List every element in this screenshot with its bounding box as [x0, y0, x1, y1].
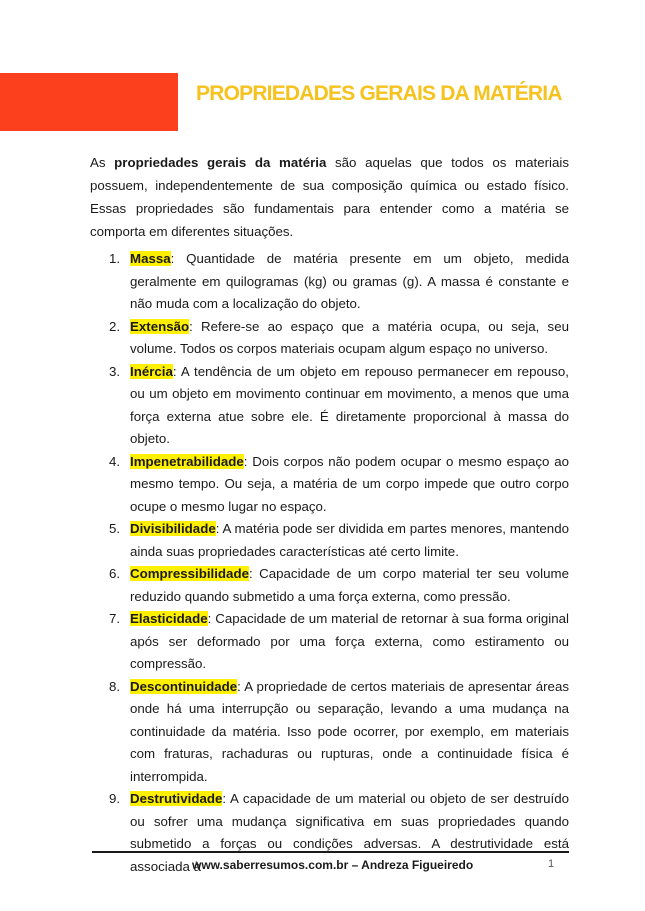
item-number: 7.: [109, 611, 121, 626]
item-term: Inércia: [130, 363, 173, 379]
intro-bold: propriedades gerais da matéria: [114, 155, 327, 170]
item-term: Descontinuidade: [130, 678, 238, 694]
intro-prefix: As: [90, 155, 115, 170]
item-term: Extensão: [130, 318, 190, 334]
item-text: : A capacidade de um material ou objeto de ser destruído ou sofrer uma mudança significativa em suas propriedades quando submetido a forças ou condições adversas. A destrutividade está associada à: [130, 791, 569, 874]
item-number: 3.: [109, 363, 121, 379]
item-term: Compressibilidade: [130, 566, 249, 581]
item-text: : A matéria pode ser dividida em partes menores, mantendo ainda suas propriedades características até certo limite.: [130, 521, 569, 559]
intro-rest: são aquelas que todos os materiais possuem, independentemente de sua composição química ou estado físico. Essas propriedades são fundamentais para entender como a matéria se comporta em diferentes situações.: [90, 155, 569, 239]
properties-list: [90, 248, 569, 878]
header-accent-bar: [0, 73, 178, 131]
item-number: 2.: [109, 318, 121, 334]
item-term: Massa: [130, 251, 171, 266]
item-number: 9.: [109, 791, 121, 806]
item-text: : A propriedade de certos materiais de apresentar áreas onde há uma interrupção ou separação, levando a uma mudança na continuidade da matéria. Isso pode ocorrer, por exemplo, em materiais com fraturas, rachaduras ou rupturas, onde a continuidade física é interrompida.: [130, 678, 569, 784]
item-number: 6.: [109, 566, 121, 581]
item-term: Destrutividade: [130, 791, 223, 806]
item-term: Elasticidade: [130, 611, 208, 626]
list-item: [90, 248, 569, 316]
item-number: 1.: [109, 251, 121, 266]
item-term: Impenetrabilidade: [130, 453, 244, 469]
list-item: [90, 676, 569, 789]
page-title: PROPRIEDADES GERAIS DA MATÉRIA: [196, 82, 562, 105]
item-number: 4.: [109, 453, 121, 469]
item-text: : Quantidade de matéria presente em um objeto, medida geralmente em quilogramas (kg) ou gramas (g). A massa é constante e não muda com a localização do objeto.: [130, 251, 569, 311]
footer-divider: [92, 851, 569, 853]
item-text: : Capacidade de um material de retornar à sua forma original após ser deformado por uma força externa, como estiramento ou compressão.: [130, 611, 569, 671]
list-item: [90, 451, 569, 519]
list-item: [90, 316, 569, 361]
list-item: [90, 563, 569, 608]
item-text: : A tendência de um objeto em repouso permanecer em repouso, ou um objeto em movimento continuar em movimento, a menos que uma força externa atue sobre ele. É diretamente proporcional à massa do objeto.: [130, 363, 569, 446]
item-number: 8.: [109, 678, 121, 694]
list-item: [90, 361, 569, 451]
list-item: [90, 518, 569, 563]
item-text: : Refere-se ao espaço que a matéria ocupa, ou seja, seu volume. Todos os corpos materiais ocupam algum espaço no universo.: [130, 318, 569, 356]
item-number: 5.: [109, 521, 121, 536]
list-item: [90, 608, 569, 676]
page-number: 1: [548, 858, 555, 870]
item-text: : Capacidade de um corpo material ter seu volume reduzido quando submetido a uma força externa, como pressão.: [130, 566, 569, 604]
item-text: : Dois corpos não podem ocupar o mesmo espaço ao mesmo tempo. Ou seja, a matéria de um corpo impede que outro corpo ocupe o mesmo lugar no espaço.: [130, 453, 569, 514]
intro-paragraph: [90, 151, 569, 243]
footer-credit: www.saberresumos.com.br – Andreza Figueiredo: [192, 858, 474, 872]
item-term: Divisibilidade: [130, 521, 216, 536]
